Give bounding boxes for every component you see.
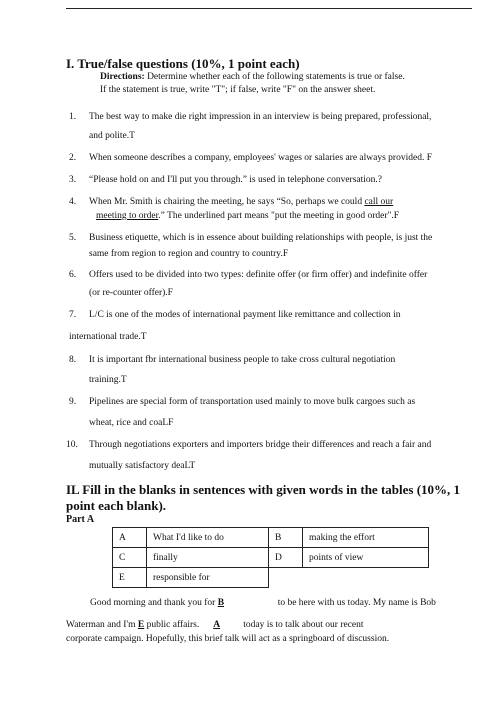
answer-blank: E	[137, 620, 145, 630]
question-text: same from region to region and country to country.F	[89, 249, 289, 259]
paragraph-line3: corporate campaign. Hopefully, this brief talk will act as a springboard of discussion.	[66, 634, 390, 644]
directions-text: Determine whether each of the following statements is true or false.	[144, 72, 405, 82]
question-text: mutually satisfactory deaLT	[89, 461, 196, 471]
underlined-phrase: meeting to order	[96, 211, 159, 221]
question-number: 4.	[69, 197, 77, 207]
paragraph-text: Waterman and I'm	[66, 620, 138, 630]
question-text-part: .” The underlined part means "put the meeting in good order".F	[158, 211, 400, 221]
answer-blank: B	[217, 598, 225, 608]
part-label: Part A	[66, 514, 95, 525]
section2-title-line2: point each blank).	[66, 498, 167, 513]
question-number: 3.	[69, 175, 77, 185]
paragraph-line2	[66, 620, 364, 630]
question-text-part: When Mr. Smith is chairing the meeting, he says “So, perhaps we could	[89, 197, 365, 207]
paragraph-text: to be here with us today. My name is Bob	[277, 598, 436, 608]
question-number: 6.	[69, 270, 77, 280]
question-number: 1.	[69, 112, 77, 122]
question-text: “Please hold on and I'll put you through.” is used in telephone conversation.?	[89, 175, 382, 185]
paragraph-text: today is to talk about our recent	[243, 620, 364, 630]
table-cell-empty	[269, 568, 429, 588]
answer-blank: A	[213, 620, 221, 630]
question-number: 10.	[66, 440, 78, 450]
table-cell-phrase: responsible for	[147, 568, 269, 588]
question-text: Offers used to be divided into two types: definite offer (or firm offer) and indefinite offer	[89, 270, 428, 280]
question-text: Business etiquette, which is in essence about building relationships with people, is just the	[89, 233, 433, 243]
question-text: (or re-counter offer).F	[89, 288, 173, 298]
section1-title: I. True/false questions (10%, 1 point each)	[66, 56, 300, 71]
top-rule	[66, 8, 472, 9]
table-cell-letter: A	[113, 528, 147, 548]
question-text: international trade.T	[69, 332, 147, 342]
question-text	[89, 197, 393, 207]
question-number: 7.	[69, 310, 77, 320]
question-number: 2.	[69, 153, 77, 163]
directions-label: Directions:	[100, 72, 145, 82]
table-cell-letter: C	[113, 548, 147, 568]
table-cell-phrase: What I'd like to do	[147, 528, 269, 548]
question-text: L/C is one of the modes of international payment like remittance and collection in	[89, 310, 401, 320]
table-row	[113, 548, 429, 568]
table-cell-phrase: finally	[147, 548, 269, 568]
question-text: Pipelines are special form of transportation used mainly to move bulk cargoes such as	[89, 397, 416, 407]
question-text: wheat, rice and coaLF	[89, 418, 174, 428]
question-text: The best way to make die right impression in an interview is being prepared, professional,	[89, 112, 432, 122]
word-table	[112, 527, 429, 588]
table-cell-letter: D	[269, 548, 303, 568]
table-row	[113, 528, 429, 548]
table-row	[113, 568, 429, 588]
question-text: training.T	[89, 375, 127, 385]
question-number: 8.	[69, 355, 77, 365]
question-text: It is important fbr international business people to take cross cultural negotiation	[89, 355, 396, 365]
table-cell-letter: E	[113, 568, 147, 588]
table-cell-letter: B	[269, 528, 303, 548]
paragraph-line1	[90, 598, 436, 608]
directions-line2: If the statement is true, write "T"; if false, write "F" on the answer sheet.	[100, 85, 376, 95]
paragraph-text: Good morning and thank you for	[90, 598, 218, 608]
underlined-phrase: call our	[364, 197, 394, 207]
directions-line1	[100, 72, 405, 82]
question-text: Through negotiations exporters and importers bridge their differences and reach a fair and	[89, 440, 432, 450]
question-text	[96, 211, 399, 221]
question-text: and polite.T	[89, 131, 135, 141]
question-number: 5.	[69, 233, 77, 243]
table-cell-phrase: making the effort	[303, 528, 429, 548]
question-number: 9.	[69, 397, 77, 407]
table-cell-phrase: points of view	[303, 548, 429, 568]
paragraph-text: public affairs.	[144, 620, 200, 630]
section2-title-line1: IL Fill in the blanks in sentences with given words in the tables (10%, 1	[66, 482, 461, 497]
question-text: When someone describes a company, employees' wages or salaries are always provided. F	[89, 153, 432, 163]
